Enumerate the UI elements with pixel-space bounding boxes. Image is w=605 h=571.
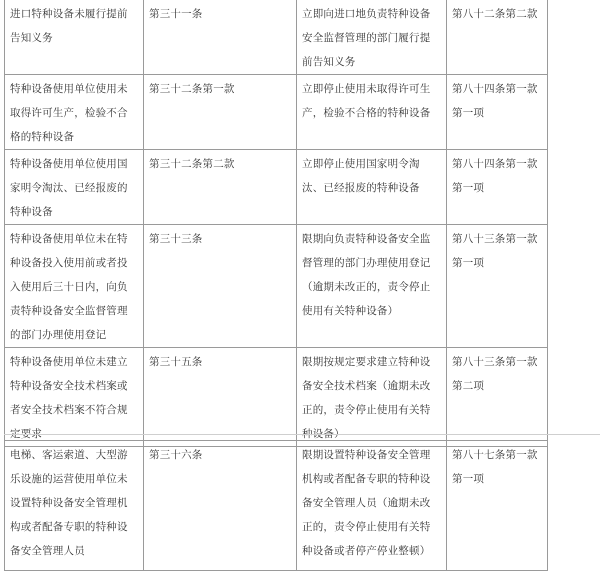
page-break-divider xyxy=(4,434,600,435)
table-row xyxy=(5,75,548,150)
obligation-article-cell: 第三十二条第一款 xyxy=(144,75,297,150)
basis-article-cell: 第八十四条第一款第一项 xyxy=(447,150,548,225)
penalty-cell: 立即停止使用国家明令淘汰、已经报废的特种设备 xyxy=(297,150,447,225)
basis-article-cell: 第八十三条第一款第二项 xyxy=(447,348,548,447)
basis-article-cell: 第八十七条第一款第一项 xyxy=(447,441,548,571)
basis-article-cell: 第八十三条第一款第一项 xyxy=(447,225,548,348)
obligation-article-cell: 第三十五条 xyxy=(144,348,297,447)
basis-article-cell: 第八十四条第一款第一项 xyxy=(447,75,548,150)
penalty-cell: 限期按规定要求建立特种设备安全技术档案（逾期未改正的，责令停止使用有关特种设备） xyxy=(297,348,447,447)
penalty-cell: 限期设置特种设备安全管理机构或者配备专职的特种设备安全管理人员（逾期未改正的，责令停止使用有关特种设备或者停产停业整顿） xyxy=(297,441,447,571)
situation-cell: 进口特种设备未履行提前告知义务 xyxy=(5,0,144,75)
regulation-table-bottom xyxy=(4,440,548,571)
table-row xyxy=(5,0,548,75)
obligation-article-cell: 第三十三条 xyxy=(144,225,297,348)
table-row xyxy=(5,225,548,348)
table-row xyxy=(5,150,548,225)
obligation-article-cell: 第三十六条 xyxy=(144,441,297,571)
penalty-cell: 立即向进口地负责特种设备安全监督管理的部门履行提前告知义务 xyxy=(297,0,447,75)
situation-cell: 电梯、客运索道、大型游乐设施的运营使用单位未设置特种设备安全管理机构或者配备专职的特种设备安全管理人员 xyxy=(5,441,144,571)
obligation-article-cell: 第三十一条 xyxy=(144,0,297,75)
regulation-table-top xyxy=(4,0,548,447)
situation-cell: 特种设备使用单位使用国家明令淘汰、已经报废的特种设备 xyxy=(5,150,144,225)
situation-cell: 特种设备使用单位未在特种设备投入使用前或者投入使用后三十日内，向负责特种设备安全监督管理的部门办理使用登记 xyxy=(5,225,144,348)
table-row xyxy=(5,441,548,571)
table-row xyxy=(5,348,548,447)
penalty-cell: 限期向负责特种设备安全监督管理的部门办理使用登记（逾期未改正的，责令停止使用有关特种设备） xyxy=(297,225,447,348)
penalty-cell: 立即停止使用未取得许可生产，检验不合格的特种设备 xyxy=(297,75,447,150)
basis-article-cell: 第八十二条第二款 xyxy=(447,0,548,75)
situation-cell: 特种设备使用单位未建立特种设备安全技术档案或者安全技术档案不符合规定要求 xyxy=(5,348,144,447)
obligation-article-cell: 第三十二条第二款 xyxy=(144,150,297,225)
situation-cell: 特种设备使用单位使用未取得许可生产，检验不合格的特种设备 xyxy=(5,75,144,150)
